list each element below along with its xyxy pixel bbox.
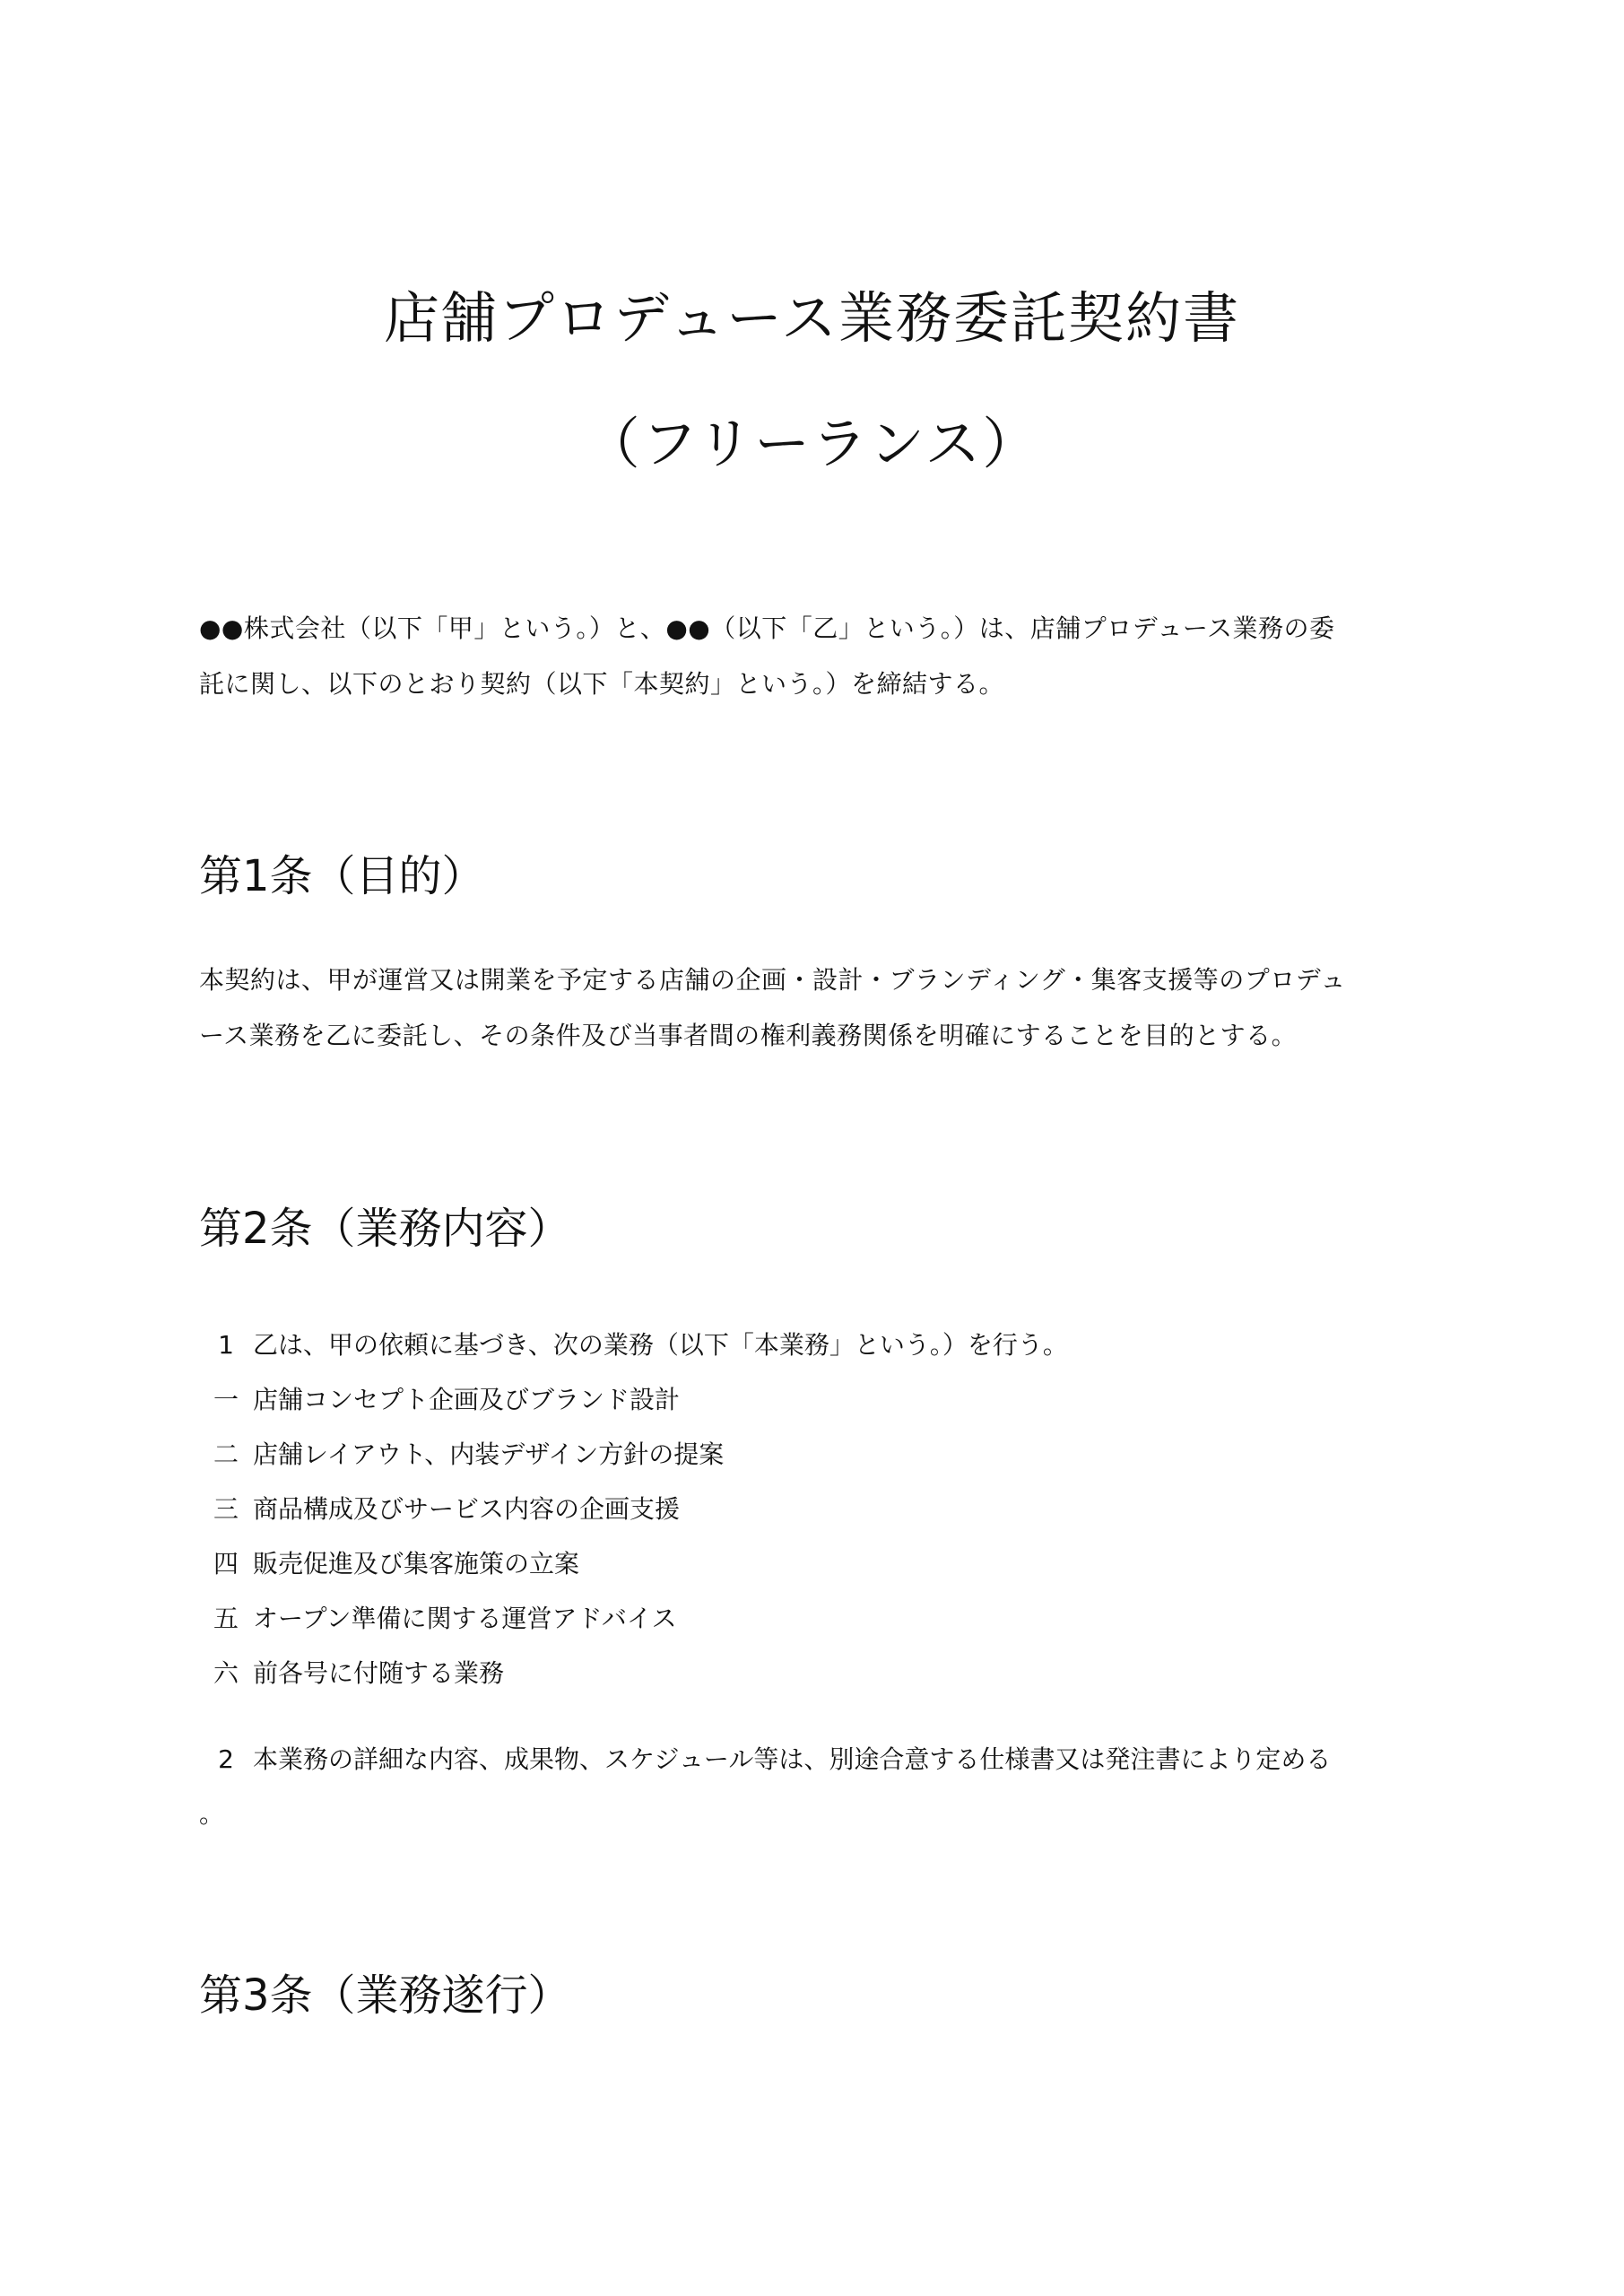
article-2-clause-2 (199, 1740, 1331, 1779)
clause-text: 乙は、甲の依頼に基づき、次の業務（以下「本業務」という。）を行う。 (253, 1330, 1068, 1360)
document-title: 店舗プロデュース業務委託契約書 (383, 285, 1241, 351)
item-number: 一 (213, 1385, 239, 1414)
clause-number: 1 (218, 1330, 234, 1360)
document-subtitle: （フリーランス） (584, 411, 1040, 476)
item-number: 五 (213, 1604, 239, 1633)
item-number: 三 (213, 1494, 239, 1524)
article-1-body-line-2: ース業務を乙に委託し、その条件及び当事者間の権利義務関係を明確にすることを目的とする。 (199, 1021, 1298, 1050)
item-text: オープン準備に関する運営アドバイス (253, 1604, 677, 1633)
item-text: 前各号に付随する業務 (253, 1658, 505, 1688)
item-text: 店舗レイアウト、内装デザイン方針の提案 (253, 1439, 725, 1469)
item-number: 二 (213, 1439, 239, 1469)
article-2-heading: 第2条（業務内容） (199, 1204, 571, 1254)
article-3-heading: 第3条（業務遂行） (199, 1970, 571, 2021)
preamble-line-1: ●●株式会社（以下「甲」という。）と、●●（以下「乙」という。）は、店舗プロデュース業務の委 (199, 613, 1335, 643)
article-1-body-line-1: 本契約は、甲が運営又は開業を予定する店舗の企画・設計・ブランディング・集客支援等のプロデュ (199, 965, 1346, 995)
clause-number: 2 (218, 1744, 234, 1774)
list-item (199, 1544, 579, 1584)
item-text: 販売促進及び集客施策の立案 (253, 1549, 580, 1578)
clause-text: 本業務の詳細な内容、成果物、スケジュール等は、別途合意する仕様書又は発注書により定める (253, 1744, 1332, 1774)
item-number: 六 (213, 1658, 239, 1688)
list-item (199, 1490, 680, 1529)
preamble-line-2: 託に関し、以下のとおり契約（以下「本契約」という。）を締結する。 (199, 669, 1005, 699)
item-text: 店舗コンセプト企画及びブランド設計 (253, 1385, 681, 1414)
article-2-clause-1 (199, 1326, 1068, 1365)
item-text: 商品構成及びサービス内容の企画支援 (253, 1494, 681, 1524)
list-item (199, 1435, 724, 1474)
article-2-clause-2-continuation: 。 (199, 1799, 225, 1829)
item-number: 四 (213, 1549, 239, 1578)
list-item (199, 1654, 504, 1693)
list-item (199, 1599, 677, 1639)
list-item (199, 1380, 680, 1420)
article-1-heading: 第1条（目的） (199, 851, 485, 901)
